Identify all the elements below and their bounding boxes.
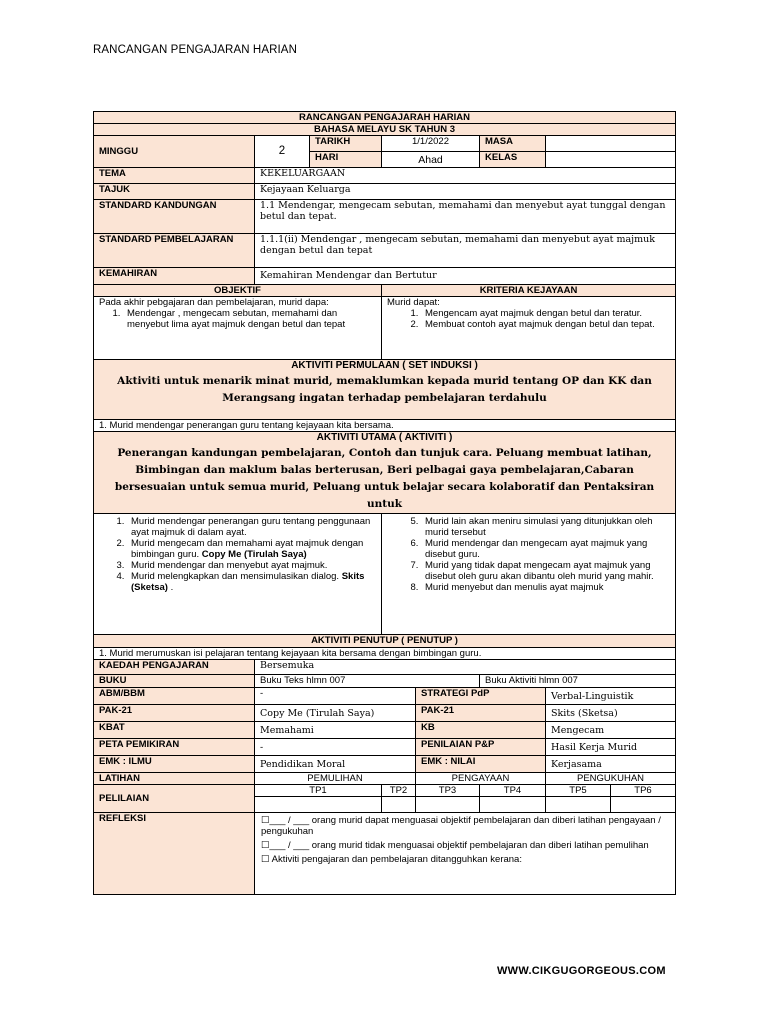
refleksi-line: ☐___ / ___ orang murid tidak menguasai objektif pembelajaran dan diberi latihan pemulihan [261,840,649,851]
sp-label: STANDARD PEMBELAJARAN [94,234,255,268]
kriteria-heading: KRITERIA KEJAYAAN [382,285,676,297]
refleksi-line: ☐___ / ___ orang murid dapat menguasai objektif pembelajaran dan diberi latihan pengayaan / pengukuhan [261,815,661,837]
utama-left-item: 1. Murid mendengar penerangan guru tentang penggunaan ayat majmuk di dalam ayat. [127,516,376,538]
kriteria-item: 2. Membuat contoh ayat majmuk dengan betul dan tepat. [421,319,670,330]
sk-value: 1.1 Mendengar, mengecam sebutan, memahami dan menyebut ayat tunggal dengan betul dan tepat. [255,200,676,234]
refleksi-line: ☐ Aktiviti pengajaran dan pembelajaran ditangguhkan kerana: [261,854,522,865]
footer-url: WWW.CIKGUGORGEOUS.COM [497,965,666,977]
buku-teks-value: Buku Teks hlmn 007 [255,675,480,688]
form-title: RANCANGAN PENGAJARAH HARIAN [94,112,676,124]
pak21-label-2: PAK-21 [416,705,546,722]
tp1-cell[interactable] [255,797,382,813]
utama-heading: AKTIVITI UTAMA ( AKTIVITI ) [316,432,453,443]
utama-section [94,432,676,514]
pak21-value: Copy Me (Tirulah Saya) [255,705,416,722]
kriteria-body [382,297,676,360]
sp-value: 1.1.1(ii) Mendengar , mengecam sebutan, memahami dan menyebut ayat majmuk dengan betul dan tepat [255,234,676,268]
penutup-heading: AKTIVITI PENUTUP ( PENUTUP ) [94,635,676,648]
utama-right-item: 6. Murid mendengar dan mengecam ayat majmuk yang disebut guru. [421,538,670,560]
tp4-label: TP4 [480,785,546,797]
page-header: RANCANGAN PENGAJARAN HARIAN [93,44,297,56]
emk-ilmu-value: Pendidikan Moral [255,756,416,773]
lesson-plan-table [93,111,676,895]
utama-right-item: 7. Murid yang tidak dapat mengecam ayat majmuk yang disebut oleh guru akan dibantu oleh murid yang mahir. [421,560,670,582]
tp6-label: TP6 [611,785,676,797]
objektif-item: 1. Mendengar , mengecam sebutan, memahami dan menyebut lima ayat majmuk dengan betul dan tepat [123,308,376,330]
tajuk-value: Kejayaan Keluarga [255,184,676,200]
utama-left-item: 4. Murid melengkapkan dan mensimulasikan dialog. Skits (Sketsa) . [127,571,376,593]
permulaan-note: 1. Murid mendengar penerangan guru tentang kejayaan kita bersama. [94,420,676,432]
tarikh-value: 1/1/2022 [382,136,480,152]
pak21-value-2: Skits (Sketsa) [546,705,676,722]
utama-right-item: 8. Murid menyebut dan menulis ayat majmuk [421,582,670,593]
utama-left-item: 3. Murid mendengar dan menyebut ayat majmuk. [127,560,376,571]
permulaan-section [94,360,676,420]
objektif-body [94,297,382,360]
tp1-label: TP1 [255,785,382,797]
minggu-label: MINGGU [94,136,255,168]
kb-value: Mengecam [546,722,676,739]
kelas-value [546,152,676,168]
permulaan-text: Aktiviti untuk menarik minat murid, memaklumkan kepada murid tentang OP dan KK dan Merangsang ingatan terhadap pembelajaran terdahulu [117,375,652,404]
tp3-cell[interactable] [416,797,480,813]
latihan-label: LATIHAN [94,773,255,785]
refleksi-label: REFLEKSI [94,813,255,895]
tema-value: KEKELUARGAAN [255,168,676,184]
hari-value: Ahad [382,152,480,168]
penilaian-value: Hasil Kerja Murid [546,739,676,756]
hari-label: HARI [310,152,382,168]
kbat-label: KBAT [94,722,255,739]
tajuk-label: TAJUK [94,184,255,200]
buku-aktiviti-value: Buku Aktiviti hlmn 007 [480,675,676,688]
kemahiran-value: Kemahiran Mendengar dan Bertutur [255,268,676,285]
strategi-value: Verbal-Linguistik [546,688,676,705]
utama-right-list [382,514,676,635]
tp5-label: TP5 [546,785,611,797]
masa-value [546,136,676,152]
tema-label: TEMA [94,168,255,184]
kriteria-item: 1. Mengencam ayat majmuk dengan betul dan teratur. [421,308,670,319]
kaedah-value: Bersemuka [255,660,676,675]
pelilaian-label: PELILAIAN [94,785,255,813]
kemahiran-label: KEMAHIRAN [94,268,255,285]
abm-value: - [255,688,416,705]
pemulihan-label: PEMULIHAN [255,773,416,785]
permulaan-heading: AKTIVITI PERMULAAN ( SET INDUKSI ) [291,360,478,371]
pengukuhan-label: PENGUKUHAN [546,773,676,785]
refleksi-body [255,813,676,895]
emk-ilmu-label: EMK : ILMU [94,756,255,773]
tp6-cell[interactable] [611,797,676,813]
objektif-intro: Pada akhir pebgajaran dan pembelajaran, murid dapa: [99,297,329,308]
kaedah-label: KAEDAH PENGAJARAN [94,660,255,675]
kb-label: KB [416,722,546,739]
sk-label: STANDARD KANDUNGAN [94,200,255,234]
peta-value: - [255,739,416,756]
tp4-cell[interactable] [480,797,546,813]
utama-left-list [94,514,382,635]
pak21-label: PAK-21 [94,705,255,722]
peta-label: PETA PEMIKIRAN [94,739,255,756]
penutup-note: 1. Murid merumuskan isi pelajaran tentang kejayaan kita bersama dengan bimbingan guru. [94,648,676,660]
kriteria-intro: Murid dapat: [387,297,440,308]
emk-nilai-value: Kerjasama [546,756,676,773]
objektif-heading: OBJEKTIF [94,285,382,297]
pengayaan-label: PENGAYAAN [416,773,546,785]
buku-label: BUKU [94,675,255,688]
emk-nilai-label: EMK : NILAI [416,756,546,773]
utama-right-item: 5. Murid lain akan meniru simulasi yang ditunjukkan oleh murid tersebut [421,516,670,538]
utama-text: Penerangan kandungan pembelajaran, Contoh dan tunjuk cara. Peluang membuat latihan, Bimbingan dan maklum balas berterusan, Beri pelbagai gaya pembelajaran,Cabaran bersesuaian untuk semua murid, Peluang untuk belajar secara kolaboratif dan Pentaksiran untuk [114,447,655,510]
strategi-label: STRATEGI PdP [416,688,546,705]
tp5-cell[interactable] [546,797,611,813]
abm-label: ABM/BBM [94,688,255,705]
tp2-label: TP2 [382,785,416,797]
penilaian-label: PENILAIAN P&P [416,739,546,756]
tarikh-label: TARIKH [310,136,382,152]
minggu-value: 2 [255,136,310,168]
utama-left-item: 2. Murid mengecam dan memahami ayat majmuk dengan bimbingan guru. Copy Me (Tirulah Saya) [127,538,376,560]
form-subtitle: BAHASA MELAYU SK TAHUN 3 [94,124,676,136]
kelas-label: KELAS [480,152,546,168]
tp3-label: TP3 [416,785,480,797]
kbat-value: Memahami [255,722,416,739]
masa-label: MASA [480,136,546,152]
tp2-cell[interactable] [382,797,416,813]
